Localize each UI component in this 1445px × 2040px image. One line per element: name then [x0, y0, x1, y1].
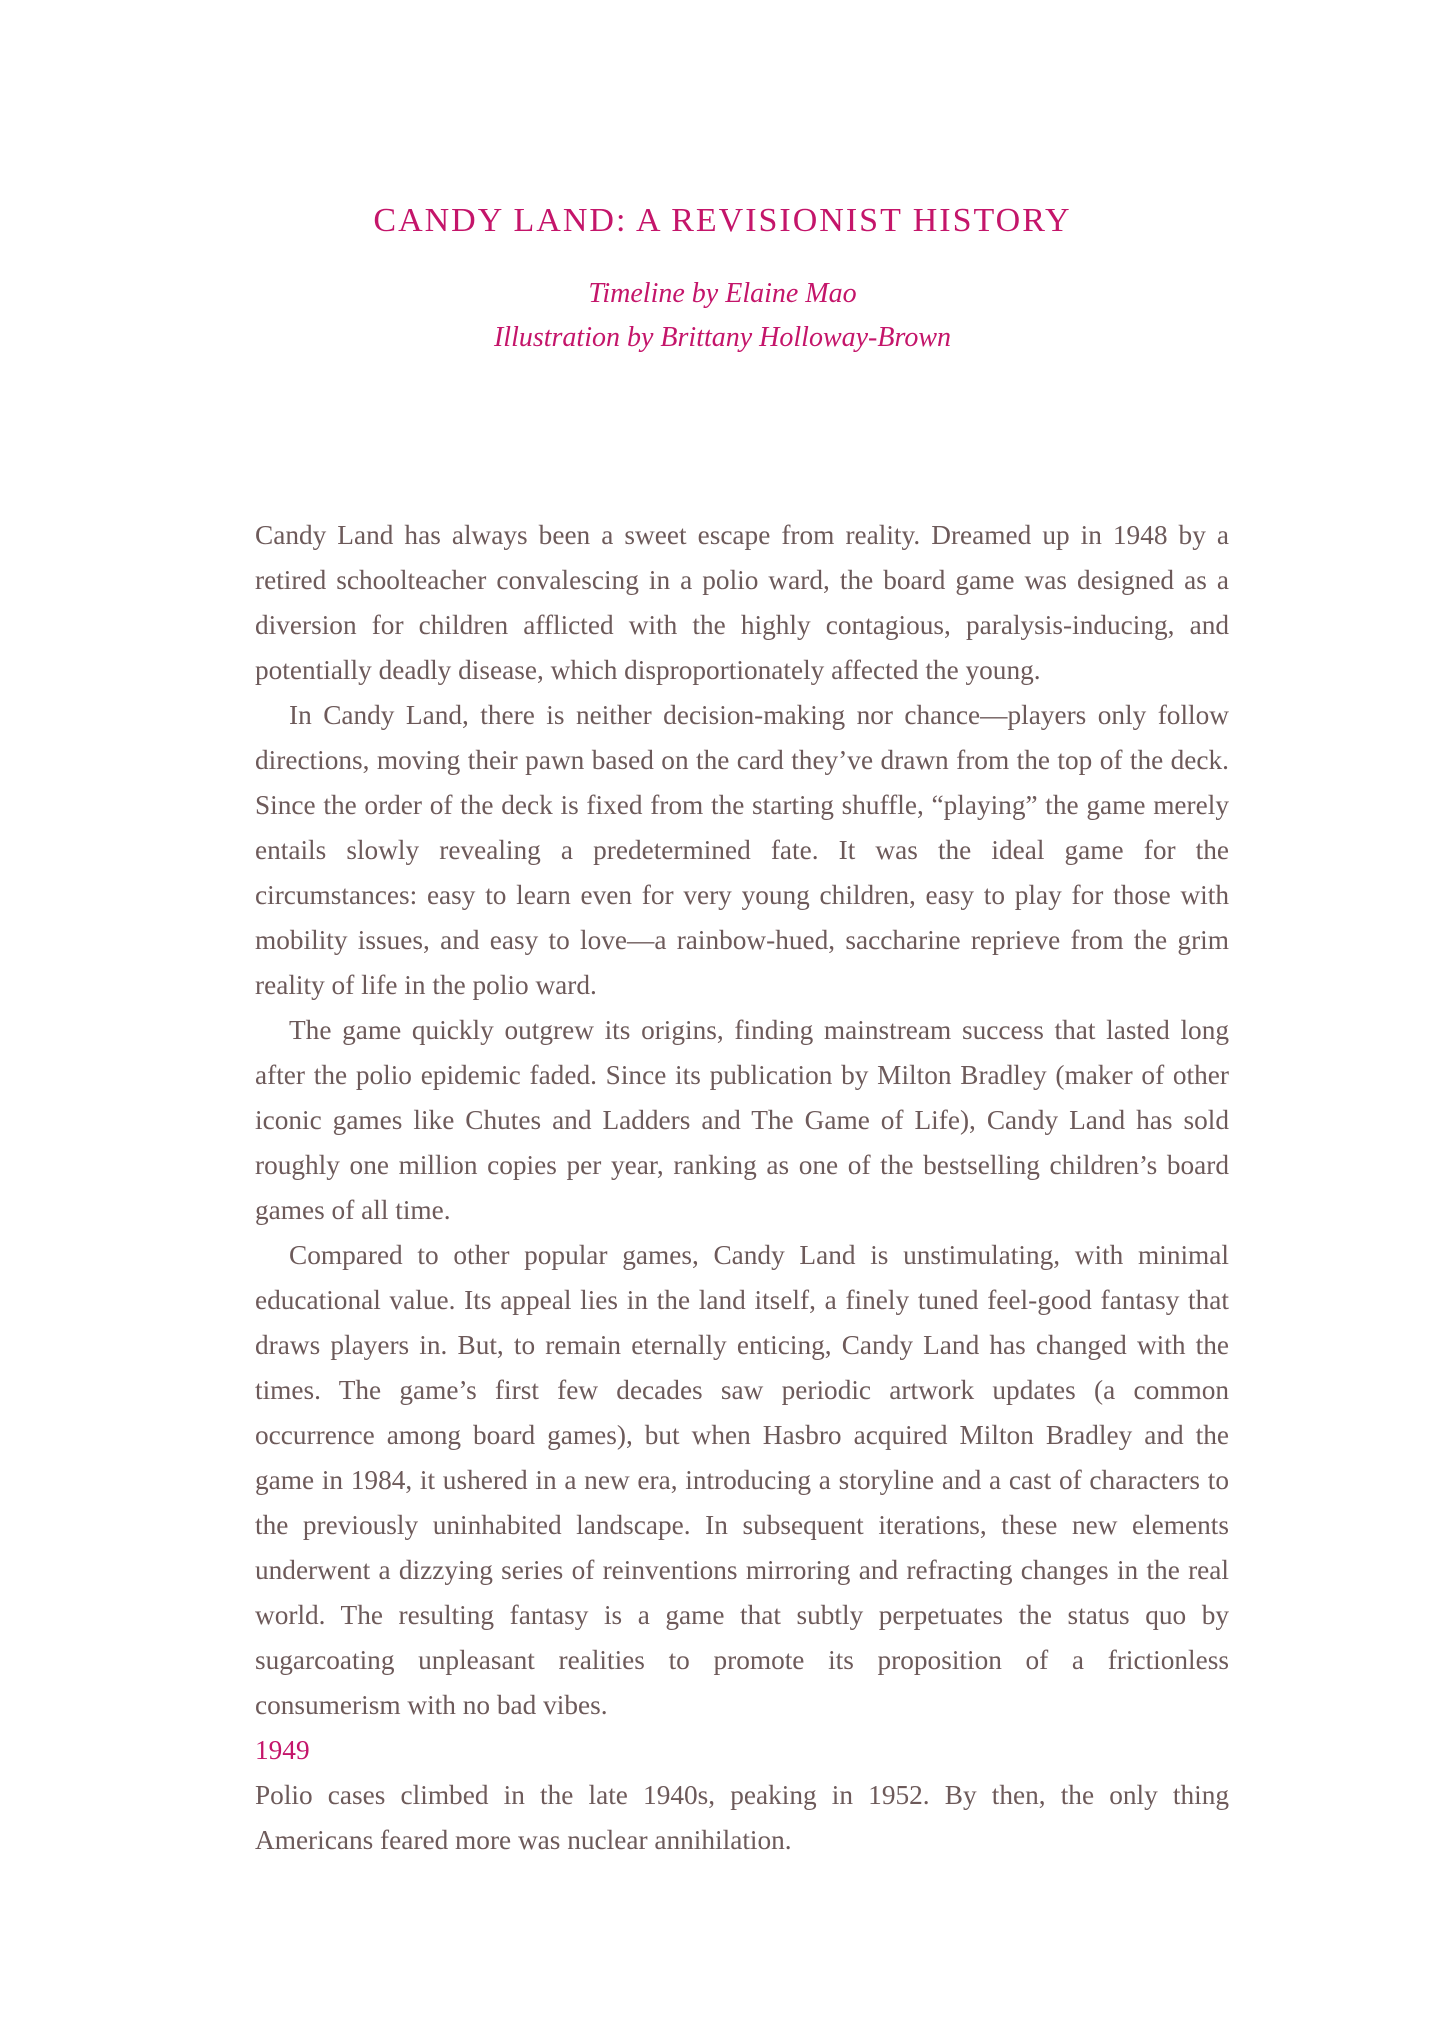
body-paragraph: Compared to other popular games, Candy Land is unstimulating, with minimal educational value. Its appeal lies in the land itself, a finely tuned feel-good fantasy that draws players in. But, to remain eternally enticing, Candy Land has changed with the times. The game’s first few decades saw periodic artwork updates (a common occurrence among board games), but when Hasbro acquired Milton Bradley and the game in 1984, it ushered in a new era, introducing a storyline and a cast of characters to the previously uninhabited landscape. In subsequent iterations, these new elements underwent a dizzying series of reinventions mirroring and refracting changes in the real world. The resulting fantasy is a game that subtly perpetuates the status quo by sugarcoating unpleasant realities to promote its proposition of a frictionless consumerism with no bad vibes. — [255, 1240, 1229, 1720]
article-title: CANDY LAND: A REVISIONIST HISTORY — [373, 202, 1072, 239]
timeline-credit: Timeline by Elaine Mao — [588, 278, 857, 309]
body-paragraph: The game quickly outgrew its origins, finding mainstream success that lasted long after the polio epidemic faded. Since its publication by Milton Bradley (maker of other iconic games like Chutes and Ladders and The Game of Life), Candy Land has sold roughly one million copies per year, ranking as one of the bestselling children’s board games of all time. — [255, 1015, 1229, 1225]
article-body — [255, 513, 1229, 1863]
timeline-year: 1949 — [255, 1735, 310, 1765]
timeline-entry-text: Polio cases climbed in the late 1940s, peaking in 1952. By then, the only thing Americans feared more was nuclear annihilation. — [255, 1780, 1229, 1855]
body-paragraph: In Candy Land, there is neither decision-making nor chance—players only follow directions, moving their pawn based on the card they’ve drawn from the top of the deck. Since the order of the deck is fixed from the starting shuffle, “playing” the game merely entails slowly revealing a predetermined fate. It was the ideal game for the circumstances: easy to learn even for very young children, easy to play for those with mobility issues, and easy to love—a rainbow-hued, saccharine reprieve from the grim reality of life in the polio ward. — [255, 700, 1229, 1000]
credits-block — [0, 272, 1445, 360]
illustration-credit: Illustration by Brittany Holloway-Brown — [493, 322, 952, 353]
body-paragraph: Candy Land has always been a sweet escape from reality. Dreamed up in 1948 by a retired schoolteacher convalescing in a polio ward, the board game was designed as a diversion for children afflicted with the highly contagious, paralysis-inducing, and potentially deadly disease, which disproportionately affected the young. — [255, 520, 1229, 685]
